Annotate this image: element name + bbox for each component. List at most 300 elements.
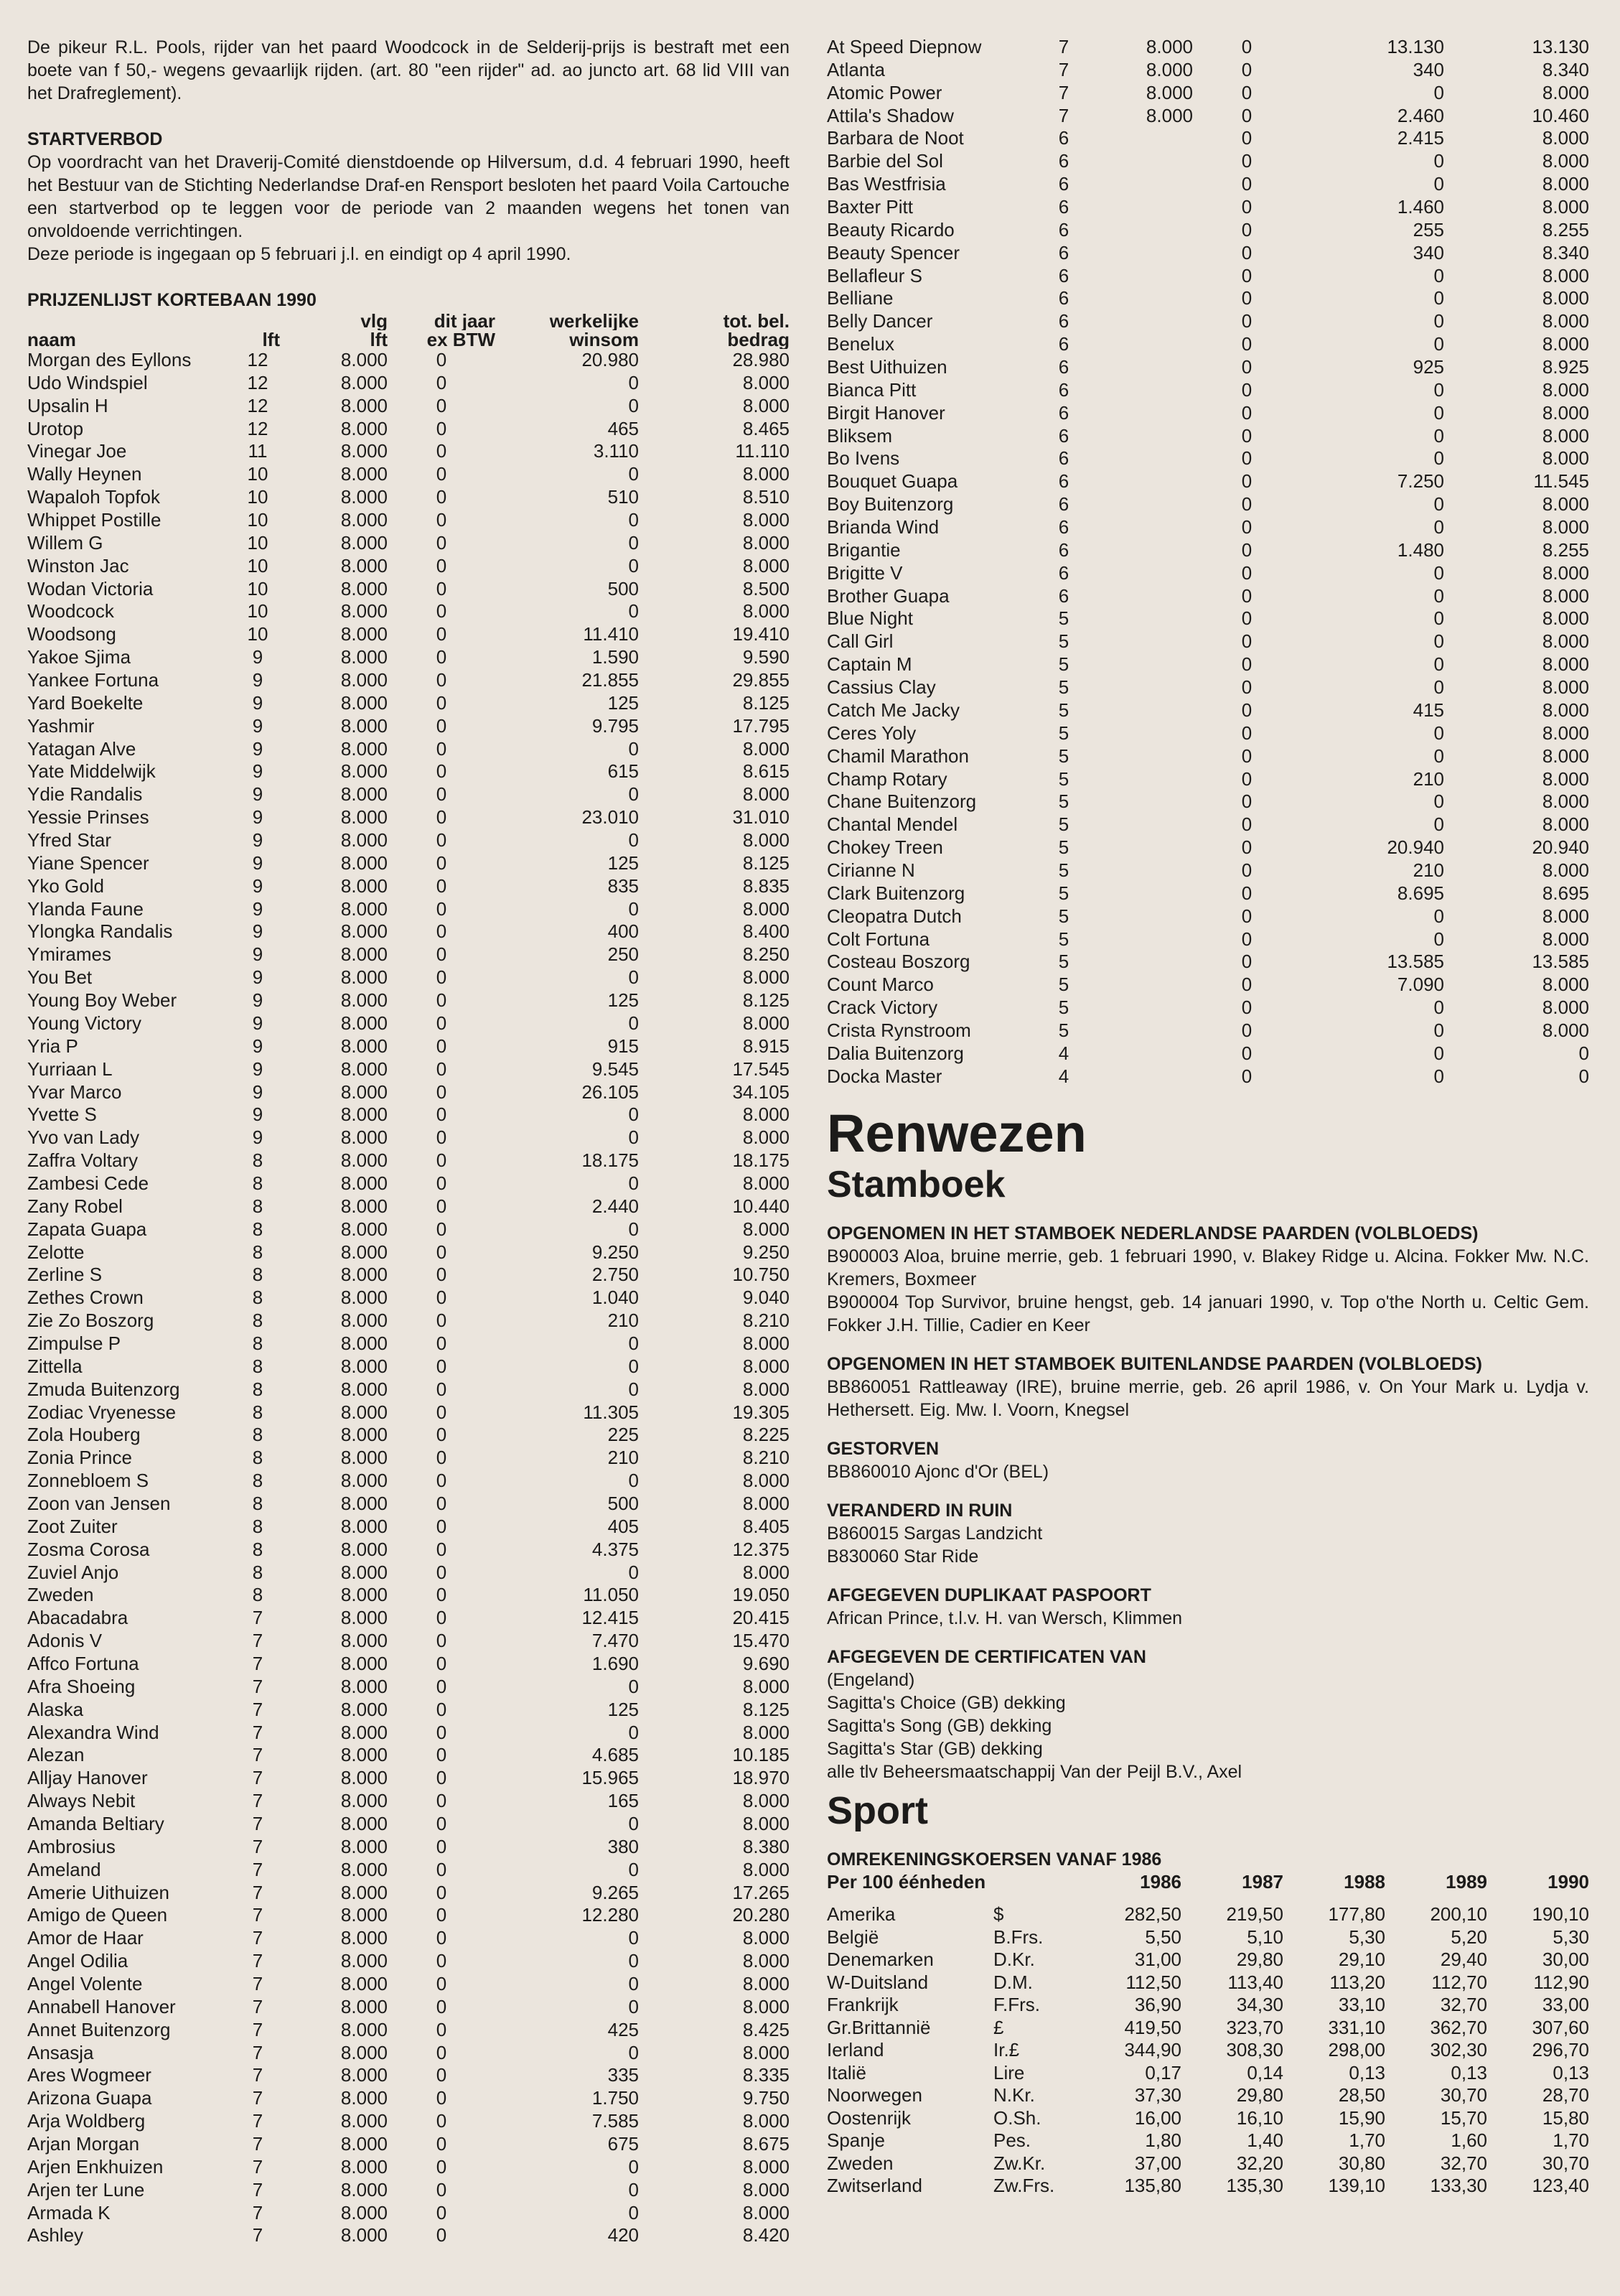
prize-row [827, 882, 1589, 905]
age: 7 [252, 2178, 263, 2201]
prize-row [827, 722, 1589, 745]
vlg-lft: 8.000 [340, 2018, 388, 2040]
winsom: 1.040 [591, 1287, 639, 1309]
horse-name: Amor de Haar [27, 1927, 144, 1949]
vlg-lft: 8.000 [340, 509, 388, 531]
section-line: Sagitta's Song (GB) dekking [827, 1715, 1052, 1736]
age: 6 [1058, 561, 1069, 584]
vlg-lft: 8.000 [340, 1149, 388, 1172]
bedrag: 20.280 [732, 1904, 790, 1926]
country: W-Duitsland [827, 1971, 929, 1993]
ex-btw: 0 [1241, 333, 1253, 355]
horse-name: Bellafleur S [827, 264, 922, 286]
rate-value: 0,17 [1145, 2061, 1181, 2083]
horse-name: Benelux [827, 333, 894, 355]
horse-name: Baxter Pitt [827, 196, 913, 218]
vlg-lft [1085, 722, 1193, 745]
country: Noorwegen [827, 2084, 922, 2106]
age: 8 [252, 1378, 263, 1400]
age: 7 [252, 1698, 263, 1720]
bedrag: 8.835 [742, 874, 790, 897]
vlg-lft [1085, 676, 1193, 699]
bedrag: 0 [1578, 1065, 1589, 1087]
vlg-lft: 8.000 [340, 1698, 388, 1720]
prize-row [827, 219, 1589, 242]
vlg-lft [1085, 196, 1193, 219]
bedrag: 8.225 [742, 1424, 790, 1446]
horse-name: Morgan des Eyllons [27, 349, 192, 370]
stamboek-section [827, 1584, 1589, 1630]
prize-row [27, 1470, 790, 1493]
age: 7 [252, 1652, 263, 1674]
age: 5 [1058, 676, 1069, 699]
country: Gr.Brittannië [827, 2016, 931, 2038]
stamboek-subtitle: Stamboek [827, 1163, 1006, 1205]
winsom: 0 [1433, 790, 1444, 813]
currency: F.Frs. [993, 1994, 1040, 2016]
winsom: 20.940 [1387, 836, 1444, 859]
winsom: 13.585 [1387, 951, 1444, 973]
horse-name: Blue Night [827, 607, 913, 630]
winsom: 0 [1433, 378, 1444, 401]
age: 7 [1058, 36, 1069, 57]
rate-value: 29,80 [1236, 1949, 1283, 1971]
vlg-lft [1085, 356, 1193, 379]
ex-btw: 0 [436, 417, 447, 439]
rate-value: 219,50 [1226, 1903, 1283, 1926]
ex-btw: 0 [1241, 447, 1253, 470]
age: 7 [1058, 58, 1069, 80]
rate-value: 133,30 [1430, 2175, 1487, 2197]
vlg-lft [1085, 150, 1193, 173]
winsom: 925 [1413, 356, 1444, 378]
winsom: 9.265 [591, 1881, 639, 1903]
age: 9 [252, 783, 263, 806]
vlg-lft [1085, 127, 1193, 150]
winsom: 7.090 [1397, 974, 1444, 996]
rate-value: 344,90 [1124, 2039, 1181, 2061]
rate-value: 37,00 [1134, 2152, 1181, 2174]
bedrag: 8.340 [1542, 58, 1589, 80]
ex-btw: 0 [436, 1195, 447, 1217]
horse-name: Captain M [827, 653, 912, 676]
bedrag: 8.000 [742, 966, 790, 989]
winsom: 2.460 [1397, 104, 1444, 126]
winsom: 0 [1433, 1042, 1444, 1064]
winsom: 0 [1433, 745, 1444, 767]
rate-value: 296,70 [1532, 2039, 1589, 2061]
rate-value: 29,80 [1236, 2084, 1283, 2106]
vlg-lft [1085, 882, 1193, 905]
bedrag: 8.615 [742, 760, 790, 783]
horse-name: Annabell Hanover [27, 1995, 176, 2017]
winsom: 0 [1433, 1065, 1444, 1087]
ex-btw: 0 [1241, 790, 1253, 813]
bedrag: 13.585 [1532, 951, 1589, 973]
ex-btw: 0 [436, 600, 447, 622]
prize-row [27, 1310, 790, 1333]
rate-value: 0,13 [1553, 2061, 1589, 2083]
age: 6 [1058, 401, 1069, 424]
vlg-lft: 8.000 [340, 2064, 388, 2086]
vlg-lft [1085, 333, 1193, 356]
age: 8 [252, 1401, 263, 1423]
winsom: 125 [607, 989, 639, 1012]
age: 9 [252, 1103, 263, 1126]
age: 5 [1058, 951, 1069, 973]
prize-row [27, 2110, 790, 2133]
winsom: 0 [628, 966, 639, 989]
winsom: 0 [1433, 813, 1444, 836]
rate-value: 36,90 [1134, 1994, 1181, 2016]
horse-name: Chokey Treen [827, 836, 943, 859]
winsom: 835 [607, 874, 639, 897]
horse-name: Yko Gold [27, 874, 104, 897]
section-line: B830060 Star Ride [827, 1546, 979, 1567]
ex-btw: 0 [436, 486, 447, 508]
age: 4 [1058, 1065, 1069, 1087]
age: 7 [252, 1675, 263, 1697]
col-head-top: vlg [360, 312, 388, 330]
right-column [827, 36, 1589, 2198]
rate-value: 323,70 [1226, 2016, 1283, 2038]
ex-btw: 0 [1241, 951, 1253, 973]
horse-name: Adonis V [27, 1630, 103, 1652]
section-heading: VERANDERD IN RUIN [827, 1500, 1013, 1521]
winsom: 0 [628, 394, 639, 416]
horse-name: Arizona Guapa [27, 2087, 152, 2109]
horse-name: Zimpulse P [27, 1332, 121, 1354]
horse-name: Amigo de Queen [27, 1904, 168, 1926]
bedrag: 8.000 [742, 897, 790, 920]
horse-name: Ylanda Faune [27, 897, 144, 920]
age: 7 [252, 2133, 263, 2155]
prize-row [27, 1493, 790, 1516]
vlg-lft: 8.000 [340, 1103, 388, 1126]
prize-row [827, 859, 1589, 882]
winsom: 3.110 [593, 440, 639, 462]
bedrag: 8.000 [742, 783, 790, 806]
winsom: 0 [628, 737, 639, 760]
age: 10 [247, 509, 268, 531]
winsom: 0 [1433, 447, 1444, 470]
vlg-lft: 8.000 [340, 897, 388, 920]
age: 7 [252, 1858, 263, 1880]
horse-name: Winston Jac [27, 554, 129, 577]
bedrag: 8.000 [742, 2201, 790, 2223]
age: 6 [1058, 447, 1069, 470]
bedrag: 8.000 [1542, 722, 1589, 744]
vlg-lft [1085, 1065, 1193, 1088]
horse-name: Zapata Guapa [27, 1218, 147, 1240]
age: 11 [248, 440, 268, 462]
bedrag: 8.000 [1542, 997, 1589, 1019]
winsom: 1.750 [591, 2087, 639, 2109]
age: 7 [252, 2041, 263, 2063]
bedrag: 8.000 [742, 1927, 790, 1949]
bedrag: 8.000 [1542, 310, 1589, 332]
prize-row [27, 1744, 790, 1767]
rate-value: 362,70 [1430, 2016, 1487, 2038]
vlg-lft: 8.000 [340, 760, 388, 783]
prize-row [27, 2042, 790, 2065]
horse-name: Urotop [27, 417, 84, 439]
bedrag: 8.000 [742, 1675, 790, 1697]
ex-btw: 0 [436, 943, 447, 966]
penalty-notice: De pikeur R.L. Pools, rijder van het paard Woodcock in de Selderij-prijs is bestraft met een boete van f 50,- wegens gevaarlijk rijden. (art. 80 "een rijder" ad. ao juncto art. 68 lid VIII van het Drafreglement). [27, 37, 790, 103]
prize-row [827, 768, 1589, 791]
section-line: B900004 Top Survivor, bruine hengst, geb. 14 januari 1990, v. Top o'the North u. Celtic Gem. Fokker J.H. Tillie, Cadier en Keer [827, 1292, 1589, 1335]
prize-row [827, 630, 1589, 653]
winsom: 9.250 [591, 1241, 639, 1263]
winsom: 125 [607, 851, 639, 874]
age: 8 [252, 1195, 263, 1217]
vlg-lft: 8.000 [340, 1790, 388, 1812]
winsom: 340 [1413, 58, 1444, 80]
prize-row [827, 150, 1589, 173]
prize-row [27, 852, 790, 875]
age: 7 [252, 1881, 263, 1903]
age: 5 [1058, 630, 1069, 653]
prize-row [827, 676, 1589, 699]
age: 5 [1058, 928, 1069, 950]
winsom: 210 [1413, 859, 1444, 881]
horse-name: Barbie del Sol [827, 150, 943, 172]
age: 9 [252, 760, 263, 783]
prize-row [27, 920, 790, 943]
rate-value: 30,80 [1338, 2152, 1385, 2174]
horse-name: Cirianne N [827, 859, 915, 881]
rate-value: 308,30 [1226, 2039, 1283, 2061]
vlg-lft: 8.000 [340, 486, 388, 508]
ex-btw: 0 [436, 1287, 447, 1309]
rate-value: 37,30 [1134, 2084, 1181, 2106]
ban-text: Op voordracht van het Draverij-Comité dienstdoende op Hilversum, d.d. 4 februari 1990, heeft het Bestuur van de Stichting Nederlandse Draf-en Rensport besloten het paard Voila Cartouche een startverbod op te leggen voor de periode van 2 maanden wegens het tonen van onvoldoende verrichtingen. [27, 152, 790, 241]
prize-row [27, 1218, 790, 1241]
bedrag: 8.000 [1542, 676, 1589, 699]
rate-value: 112,70 [1431, 1971, 1487, 1993]
ex-btw: 0 [436, 1584, 447, 1606]
ex-btw: 0 [436, 1332, 447, 1354]
ex-btw: 0 [436, 440, 447, 462]
vlg-lft: 8.000 [340, 440, 388, 462]
rate-row [827, 2084, 1589, 2107]
currency: D.M. [993, 1971, 1033, 1993]
year-header: 1989 [1446, 1870, 1487, 1893]
bedrag: 8.000 [1542, 287, 1589, 309]
horse-name: Zany Robel [27, 1195, 123, 1217]
bedrag: 8.675 [742, 2133, 790, 2155]
section-heading: GESTORVEN [827, 1438, 940, 1459]
horse-name: Zola Houberg [27, 1424, 141, 1446]
ex-btw: 0 [436, 1675, 447, 1697]
ex-btw: 0 [436, 509, 447, 531]
rate-value: 0,13 [1349, 2061, 1385, 2083]
vlg-lft [1085, 173, 1193, 196]
winsom: 7.470 [591, 1630, 639, 1652]
prize-row [27, 692, 790, 715]
ex-btw: 0 [436, 1424, 447, 1446]
winsom: 0 [1433, 401, 1444, 424]
horse-name: Abacadabra [27, 1607, 128, 1629]
vlg-lft: 8.000 [340, 691, 388, 714]
bedrag: 8.000 [1542, 493, 1589, 515]
winsom: 420 [607, 2224, 639, 2246]
rate-value: 31,00 [1134, 1949, 1181, 1971]
vlg-lft: 8.000 [340, 1470, 388, 1492]
age: 5 [1058, 767, 1069, 790]
bedrag: 8.000 [1542, 630, 1589, 653]
horse-name: Ashley [27, 2224, 84, 2246]
winsom: 0 [628, 1721, 639, 1743]
winsom: 0 [628, 1012, 639, 1034]
age: 10 [247, 486, 268, 508]
winsom: 0 [628, 1858, 639, 1880]
vlg-lft: 8.000 [340, 1630, 388, 1652]
winsom: 400 [607, 920, 639, 943]
vlg-lft: 8.000 [340, 1310, 388, 1332]
winsom: 20.980 [581, 349, 639, 370]
rate-row [827, 2107, 1589, 2130]
prize-row [27, 1790, 790, 1813]
bedrag: 9.750 [742, 2087, 790, 2109]
vlg-lft: 8.000 [340, 1881, 388, 1903]
rate-value: 282,50 [1124, 1903, 1181, 1926]
bedrag: 8.000 [742, 509, 790, 531]
winsom: 0 [1433, 310, 1444, 332]
ex-btw: 0 [436, 1767, 447, 1789]
winsom: 225 [607, 1424, 639, 1446]
age: 9 [252, 714, 263, 737]
vlg-lft: 8.000 [1146, 58, 1193, 80]
age: 7 [252, 1950, 263, 1972]
winsom: 7.250 [1397, 470, 1444, 493]
bedrag: 8.000 [1542, 790, 1589, 813]
rate-row [827, 2017, 1589, 2040]
rate-value: 33,00 [1542, 1994, 1589, 2016]
prize-row [27, 1149, 790, 1172]
col-head-bedrag: bedrag [727, 330, 790, 349]
bedrag: 9.040 [742, 1287, 790, 1309]
horse-name: Yvar Marco [27, 1081, 122, 1103]
age: 9 [252, 989, 263, 1012]
ex-btw: 0 [436, 1401, 447, 1423]
country: Ierland [827, 2039, 884, 2061]
winsom: 165 [607, 1790, 639, 1812]
rate-row [827, 2062, 1589, 2085]
prize-row [827, 928, 1589, 951]
vlg-lft: 8.000 [340, 737, 388, 760]
vlg-lft [1085, 1019, 1193, 1042]
age: 6 [1058, 424, 1069, 447]
age: 10 [247, 554, 268, 577]
prize-row [827, 310, 1589, 333]
winsom: 0 [628, 1973, 639, 1995]
winsom: 21.855 [581, 669, 639, 691]
horse-name: Barbara de Noot [827, 127, 964, 149]
horse-name: Arjen Enkhuizen [27, 2155, 164, 2178]
horse-name: Arja Woldberg [27, 2110, 146, 2132]
prize-row [27, 463, 790, 486]
vlg-lft: 8.000 [340, 714, 388, 737]
age: 8 [252, 1241, 263, 1263]
ex-btw: 0 [436, 1835, 447, 1857]
prize-row [827, 905, 1589, 928]
section-line: Sagitta's Star (GB) dekking [827, 1738, 1043, 1759]
ex-btw: 0 [436, 829, 447, 851]
ex-btw: 0 [436, 1035, 447, 1057]
vlg-lft: 8.000 [340, 600, 388, 622]
winsom: 12.280 [581, 1904, 639, 1926]
rate-value: 5,20 [1451, 1926, 1487, 1948]
country: Zwitserland [827, 2175, 922, 2197]
horse-name: Zelotte [27, 1241, 85, 1263]
prize-row [27, 1035, 790, 1058]
bedrag: 8.000 [1542, 813, 1589, 836]
winsom: 0 [628, 554, 639, 577]
prize-row [827, 82, 1589, 105]
winsom: 0 [628, 1813, 639, 1834]
bedrag: 8.000 [1542, 173, 1589, 195]
horse-name: Docka Master [827, 1065, 942, 1087]
winsom: 380 [607, 1835, 639, 1857]
ex-btw: 0 [436, 2064, 447, 2086]
bedrag: 8.000 [742, 2178, 790, 2201]
rate-row [827, 2039, 1589, 2062]
horse-name: Zosma Corosa [27, 1538, 150, 1560]
vlg-lft: 8.000 [340, 989, 388, 1012]
bedrag: 31.010 [732, 806, 790, 829]
col-head-top [235, 312, 280, 330]
col-head-top: werkelijke [549, 312, 639, 330]
horse-name: Belly Dancer [827, 310, 933, 332]
winsom: 0 [1433, 997, 1444, 1019]
vlg-lft [1085, 997, 1193, 1019]
section-line: African Prince, t.l.v. H. van Wersch, Klimmen [827, 1607, 1183, 1628]
horse-name: Zaffra Voltary [27, 1149, 139, 1172]
vlg-lft [1085, 425, 1193, 448]
rate-value: 5,30 [1349, 1926, 1385, 1948]
horse-name: Zweden [27, 1584, 94, 1606]
prize-row [827, 997, 1589, 1019]
section-line: BB860010 Ajonc d'Or (BEL) [827, 1461, 1049, 1482]
col-head-top: tot. bel. [723, 312, 790, 330]
rate-value: 112,50 [1125, 1971, 1181, 1993]
age: 8 [252, 1172, 263, 1194]
rate-value: 29,10 [1338, 1949, 1385, 1971]
bedrag: 13.130 [1532, 36, 1589, 57]
prize-row [827, 356, 1589, 379]
age: 5 [1058, 859, 1069, 881]
vlg-lft: 8.000 [340, 1264, 388, 1286]
bedrag: 8.255 [1542, 538, 1589, 561]
prize-row [27, 646, 790, 669]
prize-row [27, 1950, 790, 1973]
year-header: 1990 [1548, 1870, 1589, 1893]
ex-btw: 0 [436, 2110, 447, 2132]
winsom: 2.750 [591, 1264, 639, 1286]
vlg-lft [1085, 607, 1193, 630]
ex-btw: 0 [1241, 561, 1253, 584]
prize-row [27, 875, 790, 898]
horse-name: Yard Boekelte [27, 691, 144, 714]
horse-name: Brigitte V [827, 561, 903, 584]
year-header: 1986 [1140, 1870, 1181, 1893]
vlg-lft [1085, 242, 1193, 265]
vlg-lft: 8.000 [340, 1995, 388, 2017]
ex-btw: 0 [436, 623, 447, 645]
bedrag: 8.405 [742, 1515, 790, 1537]
